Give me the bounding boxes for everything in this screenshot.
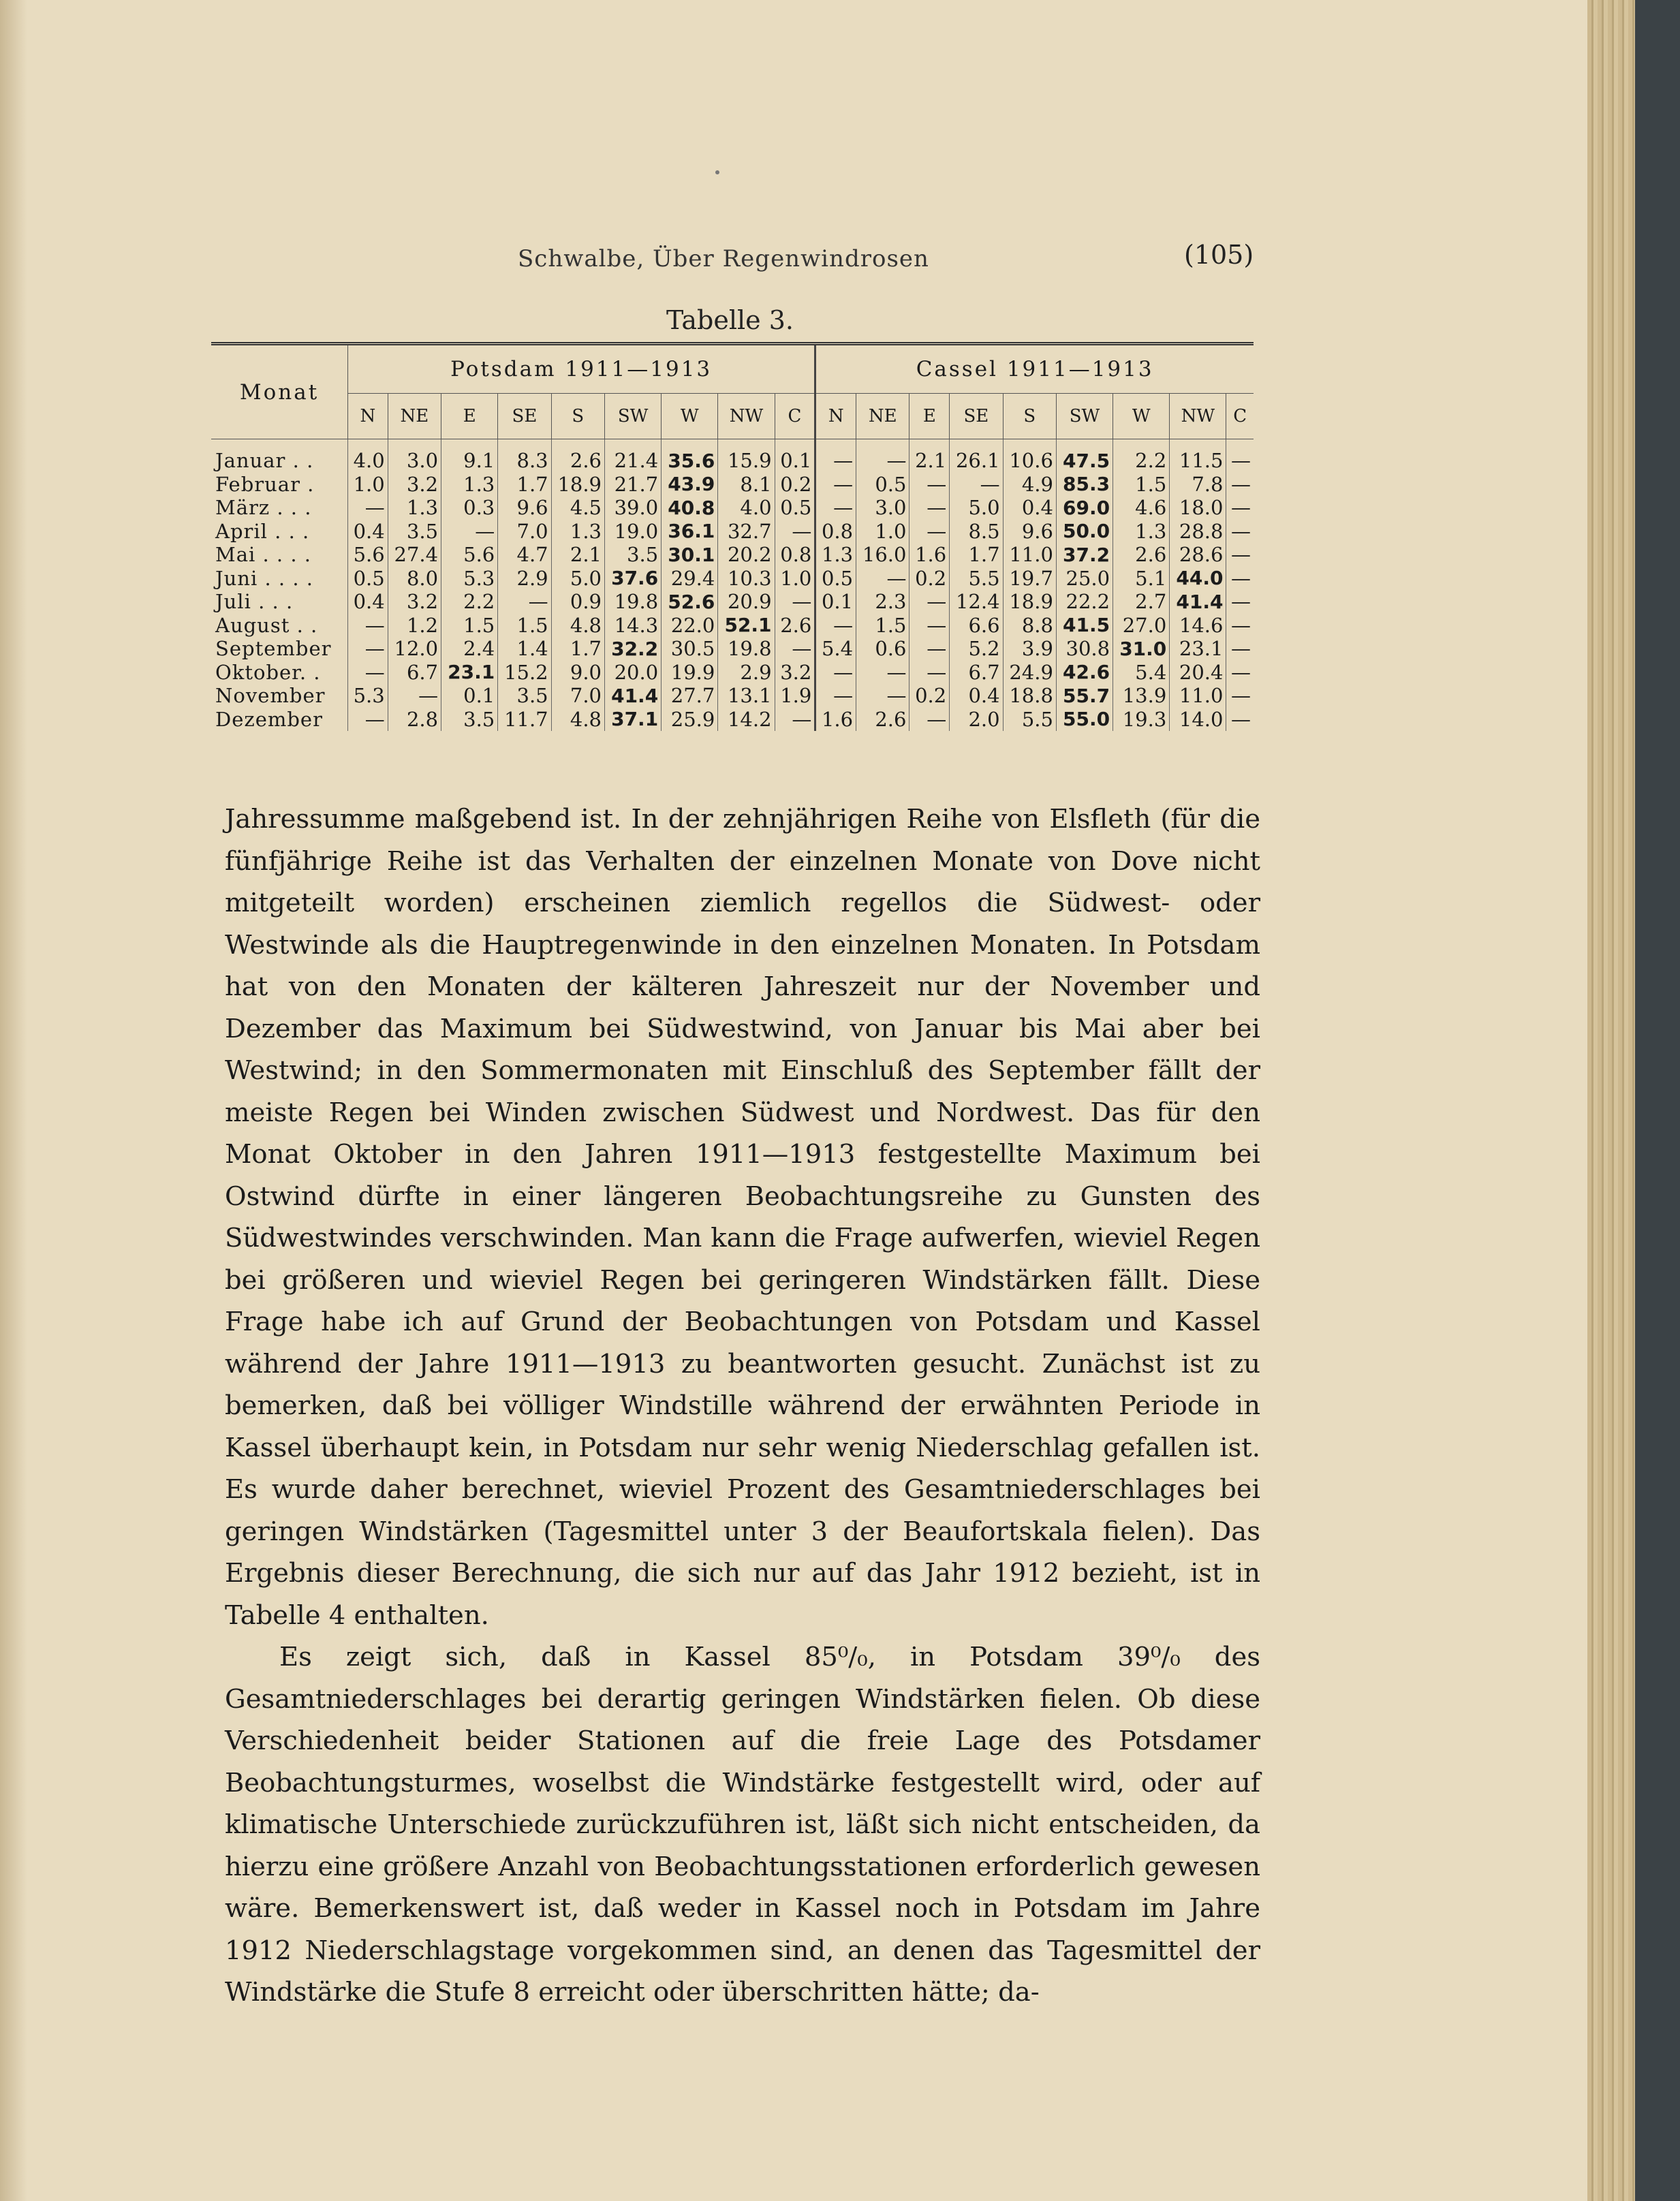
- cassel-cell: 9.6: [1003, 520, 1056, 544]
- column-header: W: [1113, 394, 1170, 439]
- potsdam-cell: 13.1: [718, 684, 775, 708]
- cassel-cell: —: [909, 590, 950, 614]
- potsdam-cell: 4.8: [551, 614, 604, 638]
- month-cell: November: [215, 684, 326, 708]
- potsdam-cell: 1.4: [498, 637, 551, 661]
- cassel-cell: 41.4: [1170, 590, 1226, 614]
- cassel-cell: 0.8: [815, 520, 856, 544]
- potsdam-cell: 27.7: [662, 684, 718, 708]
- column-header: NE: [388, 394, 441, 439]
- cassel-cell: 1.3: [815, 543, 856, 567]
- potsdam-cell: 19.8: [718, 637, 775, 661]
- potsdam-cell: 4.0: [718, 496, 775, 520]
- cassel-cell: —: [1226, 661, 1254, 685]
- cassel-cell: —: [1226, 567, 1254, 591]
- cassel-cell: —: [856, 684, 909, 708]
- cassel-cell: 11.0: [1170, 684, 1226, 708]
- group-header-cassel: Cassel 1911—1913: [815, 344, 1254, 394]
- cassel-cell: 3.9: [1003, 637, 1056, 661]
- potsdam-cell: 1.3: [388, 496, 441, 520]
- table-row: [211, 473, 1254, 497]
- potsdam-cell: 2.9: [718, 661, 775, 685]
- potsdam-cell: —: [775, 590, 815, 614]
- cassel-cell: 25.0: [1056, 567, 1113, 591]
- cassel-cell: 1.7: [950, 543, 1003, 567]
- potsdam-cell: 3.2: [388, 473, 441, 497]
- potsdam-cell: 43.9: [662, 473, 718, 497]
- cassel-cell: 0.4: [1003, 496, 1056, 520]
- potsdam-cell: 29.4: [662, 567, 718, 591]
- cassel-cell: 12.4: [950, 590, 1003, 614]
- cassel-cell: —: [1226, 590, 1254, 614]
- table-row: [211, 439, 1254, 473]
- potsdam-cell: 1.5: [498, 614, 551, 638]
- potsdam-cell: 23.1: [441, 661, 498, 685]
- potsdam-cell: 1.3: [441, 473, 498, 497]
- cassel-cell: 11.5: [1170, 439, 1226, 473]
- month-cell: August . .: [215, 613, 318, 637]
- potsdam-cell: 14.2: [718, 708, 775, 732]
- table-row: [211, 637, 1254, 661]
- column-header: C: [775, 394, 815, 439]
- month-cell: Juli . . .: [215, 590, 294, 614]
- potsdam-cell: 21.7: [605, 473, 662, 497]
- column-header: NW: [718, 394, 775, 439]
- cassel-cell: —: [909, 708, 950, 732]
- cassel-cell: —: [1226, 543, 1254, 567]
- cassel-cell: 6.7: [950, 661, 1003, 685]
- cassel-cell: 11.0: [1003, 543, 1056, 567]
- cassel-cell: 1.5: [856, 614, 909, 638]
- month-cell: Oktober. .: [215, 660, 321, 684]
- potsdam-cell: 40.8: [662, 496, 718, 520]
- cassel-cell: 37.2: [1056, 543, 1113, 567]
- potsdam-cell: 9.6: [498, 496, 551, 520]
- month-cell: Februar .: [215, 472, 315, 496]
- cassel-cell: 18.8: [1003, 684, 1056, 708]
- potsdam-cell: 3.5: [605, 543, 662, 567]
- table-row: [211, 567, 1254, 591]
- cassel-cell: —: [1226, 473, 1254, 497]
- potsdam-cell: 9.1: [441, 439, 498, 473]
- potsdam-cell: 1.2: [388, 614, 441, 638]
- table-row: [211, 614, 1254, 638]
- cassel-cell: 28.6: [1170, 543, 1226, 567]
- potsdam-cell: 0.5: [775, 496, 815, 520]
- potsdam-cell: 32.7: [718, 520, 775, 544]
- cassel-cell: 0.2: [909, 684, 950, 708]
- potsdam-cell: 8.1: [718, 473, 775, 497]
- potsdam-cell: 19.8: [605, 590, 662, 614]
- table-row: [211, 708, 1254, 732]
- potsdam-cell: 35.6: [662, 439, 718, 473]
- potsdam-cell: 0.1: [441, 684, 498, 708]
- table-row: [211, 590, 1254, 614]
- cassel-cell: 0.2: [909, 567, 950, 591]
- potsdam-cell: 0.3: [441, 496, 498, 520]
- cassel-cell: —: [815, 473, 856, 497]
- cassel-cell: —: [1226, 439, 1254, 473]
- potsdam-cell: 0.2: [775, 473, 815, 497]
- cassel-cell: 6.6: [950, 614, 1003, 638]
- column-header: SE: [950, 394, 1003, 439]
- potsdam-cell: 1.3: [551, 520, 604, 544]
- potsdam-cell: 19.0: [605, 520, 662, 544]
- cassel-cell: 5.2: [950, 637, 1003, 661]
- potsdam-cell: —: [388, 684, 441, 708]
- potsdam-cell: 8.0: [388, 567, 441, 591]
- cassel-cell: 0.5: [856, 473, 909, 497]
- cassel-cell: 55.7: [1056, 684, 1113, 708]
- potsdam-cell: 5.3: [441, 567, 498, 591]
- cassel-cell: 5.5: [950, 567, 1003, 591]
- potsdam-cell: —: [348, 637, 388, 661]
- cassel-cell: 20.4: [1170, 661, 1226, 685]
- cassel-cell: 42.6: [1056, 661, 1113, 685]
- potsdam-cell: —: [348, 661, 388, 685]
- cassel-cell: 5.0: [950, 496, 1003, 520]
- cassel-cell: 50.0: [1056, 520, 1113, 544]
- potsdam-cell: 1.5: [441, 614, 498, 638]
- table-row: [211, 496, 1254, 520]
- month-cell: Mai . . . .: [215, 543, 312, 567]
- potsdam-cell: 20.2: [718, 543, 775, 567]
- cassel-cell: —: [1226, 708, 1254, 732]
- potsdam-cell: 8.3: [498, 439, 551, 473]
- cassel-cell: —: [909, 614, 950, 638]
- cassel-cell: 23.1: [1170, 637, 1226, 661]
- cassel-cell: 22.2: [1056, 590, 1113, 614]
- potsdam-cell: 1.0: [775, 567, 815, 591]
- potsdam-cell: 4.7: [498, 543, 551, 567]
- column-header: SW: [1056, 394, 1113, 439]
- potsdam-cell: —: [348, 614, 388, 638]
- cassel-cell: 4.9: [1003, 473, 1056, 497]
- potsdam-cell: 12.0: [388, 637, 441, 661]
- potsdam-cell: 1.7: [498, 473, 551, 497]
- month-cell: März . . .: [215, 496, 312, 520]
- cassel-cell: —: [815, 439, 856, 473]
- potsdam-cell: —: [348, 496, 388, 520]
- cassel-cell: 19.7: [1003, 567, 1056, 591]
- potsdam-cell: 4.5: [551, 496, 604, 520]
- book-cover: [1635, 0, 1680, 2201]
- column-header: W: [662, 394, 718, 439]
- cassel-cell: —: [1226, 684, 1254, 708]
- cassel-cell: —: [815, 661, 856, 685]
- paragraph: Jahressumme maßgebend ist. In der zehnjährigen Reihe von Elsfleth (für die fünfjährige Reihe ist das Verhalten der einzelnen Monate von Dove nicht mitgeteilt worden) erscheinen ziemlich regellos die Südwest- oder Westwinde als die Hauptregenwinde in den einzelnen Monaten. In Potsdam hat von den Monaten der kälteren Jahreszeit nur der November und Dezember das Maximum bei Südwestwind, von Januar bis Mai aber bei Westwind; in den Sommermonaten mit Einschluß des September fällt der meiste Regen bei Winden zwischen Südwest und Nordwest. Das für den Monat Oktober in den Jahren 1911—1913 festgestellte Maximum bei Ostwind dürfte in einer längeren Beobachtungsreihe zu Gunsten des Südwestwindes verschwinden. Man kann die Frage aufwerfen, wieviel Regen bei größeren und wieviel Regen bei geringeren Windstärken fällt. Diese Frage habe ich auf Grund der Beobachtungen von Potsdam und Kassel während der Jahre 1911—1913 zu beantworten gesucht. Zunächst ist zu bemerken, daß bei völliger Windstille während der erwähnten Periode in Kassel überhaupt kein, in Potsdam nur sehr wenig Niederschlag gefallen ist. Es wurde daher berechnet, wieviel Prozent des Gesamtniederschlages bei geringen Windstärken (Tagesmittel unter 3 der Beaufortskala fielen). Das Ergebnis dieser Berechnung, die sich nur auf das Jahr 1912 bezieht, ist in Tabelle 4 enthalten.: [225, 804, 1260, 1631]
- potsdam-cell: 0.5: [348, 567, 388, 591]
- cassel-cell: 55.0: [1056, 708, 1113, 732]
- row-header: Monat: [211, 344, 348, 439]
- potsdam-cell: 3.5: [441, 708, 498, 732]
- paragraph: Es zeigt sich, daß in Kassel 85⁰/₀, in Potsdam 39⁰/₀ des Gesamtniederschlages bei derartig geringen Windstärken fielen. Ob diese Verschiedenheit beider Stationen auf die freie Lage des Potsdamer Beobachtungsturmes, woselbst die Windstärke festgestellt wird, oder auf klimatische Unterschiede zurückzuführen ist, läßt sich nicht entscheiden, da hierzu eine größere Anzahl von Beobachtungsstationen erforderlich gewesen wäre. Bemerkenswert ist, daß weder in Kassel noch in Potsdam im Jahre 1912 Niederschlagstage vorgekommen sind, an denen das Tagesmittel der Windstärke die Stufe 8 erreicht oder überschritten hätte; da-: [225, 1642, 1260, 2008]
- potsdam-cell: 15.9: [718, 439, 775, 473]
- cassel-cell: 3.0: [856, 496, 909, 520]
- potsdam-cell: 52.6: [662, 590, 718, 614]
- potsdam-cell: 0.8: [775, 543, 815, 567]
- potsdam-cell: —: [775, 708, 815, 732]
- potsdam-cell: 5.6: [348, 543, 388, 567]
- month-cell: Dezember: [215, 707, 323, 731]
- column-header: NE: [856, 394, 909, 439]
- column-header: N: [815, 394, 856, 439]
- potsdam-cell: 3.2: [388, 590, 441, 614]
- potsdam-cell: 52.1: [718, 614, 775, 638]
- potsdam-cell: 2.9: [498, 567, 551, 591]
- potsdam-cell: 4.0: [348, 439, 388, 473]
- potsdam-cell: 14.3: [605, 614, 662, 638]
- potsdam-cell: 5.6: [441, 543, 498, 567]
- table-row: [211, 543, 1254, 567]
- potsdam-cell: 0.4: [348, 590, 388, 614]
- cassel-cell: 0.1: [815, 590, 856, 614]
- ink-speck: [715, 170, 719, 174]
- cassel-cell: 41.5: [1056, 614, 1113, 638]
- group-header-potsdam: Potsdam 1911—1913: [348, 344, 815, 394]
- cassel-cell: 2.6: [1113, 543, 1170, 567]
- month-cell: September: [215, 637, 332, 661]
- potsdam-cell: 10.3: [718, 567, 775, 591]
- potsdam-cell: 25.9: [662, 708, 718, 732]
- cassel-cell: 14.0: [1170, 708, 1226, 732]
- table-row: [211, 520, 1254, 544]
- cassel-cell: 85.3: [1056, 473, 1113, 497]
- cassel-cell: 13.9: [1113, 684, 1170, 708]
- month-cell: Juni . . . .: [215, 566, 314, 590]
- cassel-cell: 5.1: [1113, 567, 1170, 591]
- cassel-cell: —: [909, 473, 950, 497]
- potsdam-cell: 30.5: [662, 637, 718, 661]
- cassel-cell: 2.0: [950, 708, 1003, 732]
- body-text: [225, 798, 1260, 2014]
- cassel-cell: 8.5: [950, 520, 1003, 544]
- cassel-cell: 2.7: [1113, 590, 1170, 614]
- cassel-cell: 24.9: [1003, 661, 1056, 685]
- potsdam-cell: 7.0: [498, 520, 551, 544]
- table-title: Tabelle 3.: [666, 305, 794, 335]
- potsdam-cell: 2.8: [388, 708, 441, 732]
- potsdam-cell: 2.6: [551, 439, 604, 473]
- month-cell: Januar . .: [215, 449, 314, 473]
- cassel-cell: —: [909, 637, 950, 661]
- potsdam-cell: 7.0: [551, 684, 604, 708]
- month-cell: April . . .: [215, 519, 310, 543]
- cassel-cell: 30.8: [1056, 637, 1113, 661]
- wind-rain-table: [211, 342, 1254, 731]
- cassel-cell: 5.4: [815, 637, 856, 661]
- cassel-cell: —: [815, 496, 856, 520]
- cassel-cell: 26.1: [950, 439, 1003, 473]
- potsdam-cell: 37.1: [605, 708, 662, 732]
- potsdam-cell: 3.5: [498, 684, 551, 708]
- potsdam-cell: 1.9: [775, 684, 815, 708]
- cassel-cell: 18.0: [1170, 496, 1226, 520]
- cassel-cell: 2.3: [856, 590, 909, 614]
- cassel-cell: —: [1226, 496, 1254, 520]
- cassel-cell: 16.0: [856, 543, 909, 567]
- potsdam-cell: 15.2: [498, 661, 551, 685]
- potsdam-cell: 1.0: [348, 473, 388, 497]
- column-header: E: [441, 394, 498, 439]
- potsdam-cell: —: [441, 520, 498, 544]
- potsdam-cell: 27.4: [388, 543, 441, 567]
- cassel-cell: 0.5: [815, 567, 856, 591]
- cassel-cell: —: [909, 496, 950, 520]
- potsdam-cell: 21.4: [605, 439, 662, 473]
- cassel-cell: —: [815, 614, 856, 638]
- cassel-cell: 7.8: [1170, 473, 1226, 497]
- potsdam-cell: 18.9: [551, 473, 604, 497]
- column-header: S: [551, 394, 604, 439]
- cassel-cell: 5.5: [1003, 708, 1056, 732]
- cassel-cell: 5.4: [1113, 661, 1170, 685]
- cassel-cell: 0.4: [950, 684, 1003, 708]
- cassel-cell: —: [1226, 520, 1254, 544]
- potsdam-cell: 4.8: [551, 708, 604, 732]
- cassel-cell: —: [856, 661, 909, 685]
- column-header: N: [348, 394, 388, 439]
- potsdam-cell: 2.4: [441, 637, 498, 661]
- cassel-cell: 47.5: [1056, 439, 1113, 473]
- cassel-cell: 69.0: [1056, 496, 1113, 520]
- potsdam-cell: 41.4: [605, 684, 662, 708]
- potsdam-cell: —: [498, 590, 551, 614]
- cassel-cell: —: [909, 661, 950, 685]
- potsdam-cell: 0.4: [348, 520, 388, 544]
- potsdam-cell: 20.0: [605, 661, 662, 685]
- cassel-cell: —: [1226, 637, 1254, 661]
- cassel-cell: —: [1226, 614, 1254, 638]
- potsdam-cell: 37.6: [605, 567, 662, 591]
- potsdam-cell: 0.1: [775, 439, 815, 473]
- cassel-cell: 1.5: [1113, 473, 1170, 497]
- potsdam-cell: 3.0: [388, 439, 441, 473]
- cassel-cell: 18.9: [1003, 590, 1056, 614]
- page-number: (105): [1184, 240, 1254, 270]
- column-header: NW: [1170, 394, 1226, 439]
- potsdam-cell: 5.0: [551, 567, 604, 591]
- page-header: [0, 240, 1587, 281]
- cassel-cell: 2.6: [856, 708, 909, 732]
- cassel-cell: 44.0: [1170, 567, 1226, 591]
- cassel-cell: 14.6: [1170, 614, 1226, 638]
- cassel-cell: 1.6: [909, 543, 950, 567]
- cassel-cell: 31.0: [1113, 637, 1170, 661]
- cassel-cell: —: [909, 520, 950, 544]
- running-head: Schwalbe, Über Regenwindrosen: [518, 245, 929, 272]
- table-row: [211, 684, 1254, 708]
- potsdam-cell: 19.9: [662, 661, 718, 685]
- potsdam-cell: 39.0: [605, 496, 662, 520]
- cassel-cell: 1.6: [815, 708, 856, 732]
- column-header: SW: [605, 394, 662, 439]
- cassel-cell: 1.0: [856, 520, 909, 544]
- cassel-cell: 2.1: [909, 439, 950, 473]
- cassel-cell: —: [856, 567, 909, 591]
- cassel-cell: 0.6: [856, 637, 909, 661]
- potsdam-cell: 2.6: [775, 614, 815, 638]
- cassel-cell: 28.8: [1170, 520, 1226, 544]
- potsdam-cell: 20.9: [718, 590, 775, 614]
- potsdam-cell: 3.2: [775, 661, 815, 685]
- potsdam-cell: —: [775, 520, 815, 544]
- potsdam-cell: 2.2: [441, 590, 498, 614]
- potsdam-cell: 9.0: [551, 661, 604, 685]
- potsdam-cell: 22.0: [662, 614, 718, 638]
- potsdam-cell: 30.1: [662, 543, 718, 567]
- column-header: E: [909, 394, 950, 439]
- column-header: C: [1226, 394, 1254, 439]
- potsdam-cell: 5.3: [348, 684, 388, 708]
- potsdam-cell: 36.1: [662, 520, 718, 544]
- cassel-cell: —: [950, 473, 1003, 497]
- cassel-cell: 27.0: [1113, 614, 1170, 638]
- potsdam-cell: 11.7: [498, 708, 551, 732]
- potsdam-cell: 6.7: [388, 661, 441, 685]
- potsdam-cell: —: [775, 637, 815, 661]
- cassel-cell: 4.6: [1113, 496, 1170, 520]
- cassel-cell: —: [856, 439, 909, 473]
- table-row: [211, 661, 1254, 685]
- potsdam-cell: 32.2: [605, 637, 662, 661]
- column-header: SE: [498, 394, 551, 439]
- column-header: S: [1003, 394, 1056, 439]
- cassel-cell: 2.2: [1113, 439, 1170, 473]
- cassel-cell: 8.8: [1003, 614, 1056, 638]
- cassel-cell: 1.3: [1113, 520, 1170, 544]
- potsdam-cell: 0.9: [551, 590, 604, 614]
- potsdam-cell: 2.1: [551, 543, 604, 567]
- cassel-cell: —: [815, 684, 856, 708]
- potsdam-cell: —: [348, 708, 388, 732]
- cassel-cell: 19.3: [1113, 708, 1170, 732]
- cassel-cell: 10.6: [1003, 439, 1056, 473]
- potsdam-cell: 1.7: [551, 637, 604, 661]
- potsdam-cell: 3.5: [388, 520, 441, 544]
